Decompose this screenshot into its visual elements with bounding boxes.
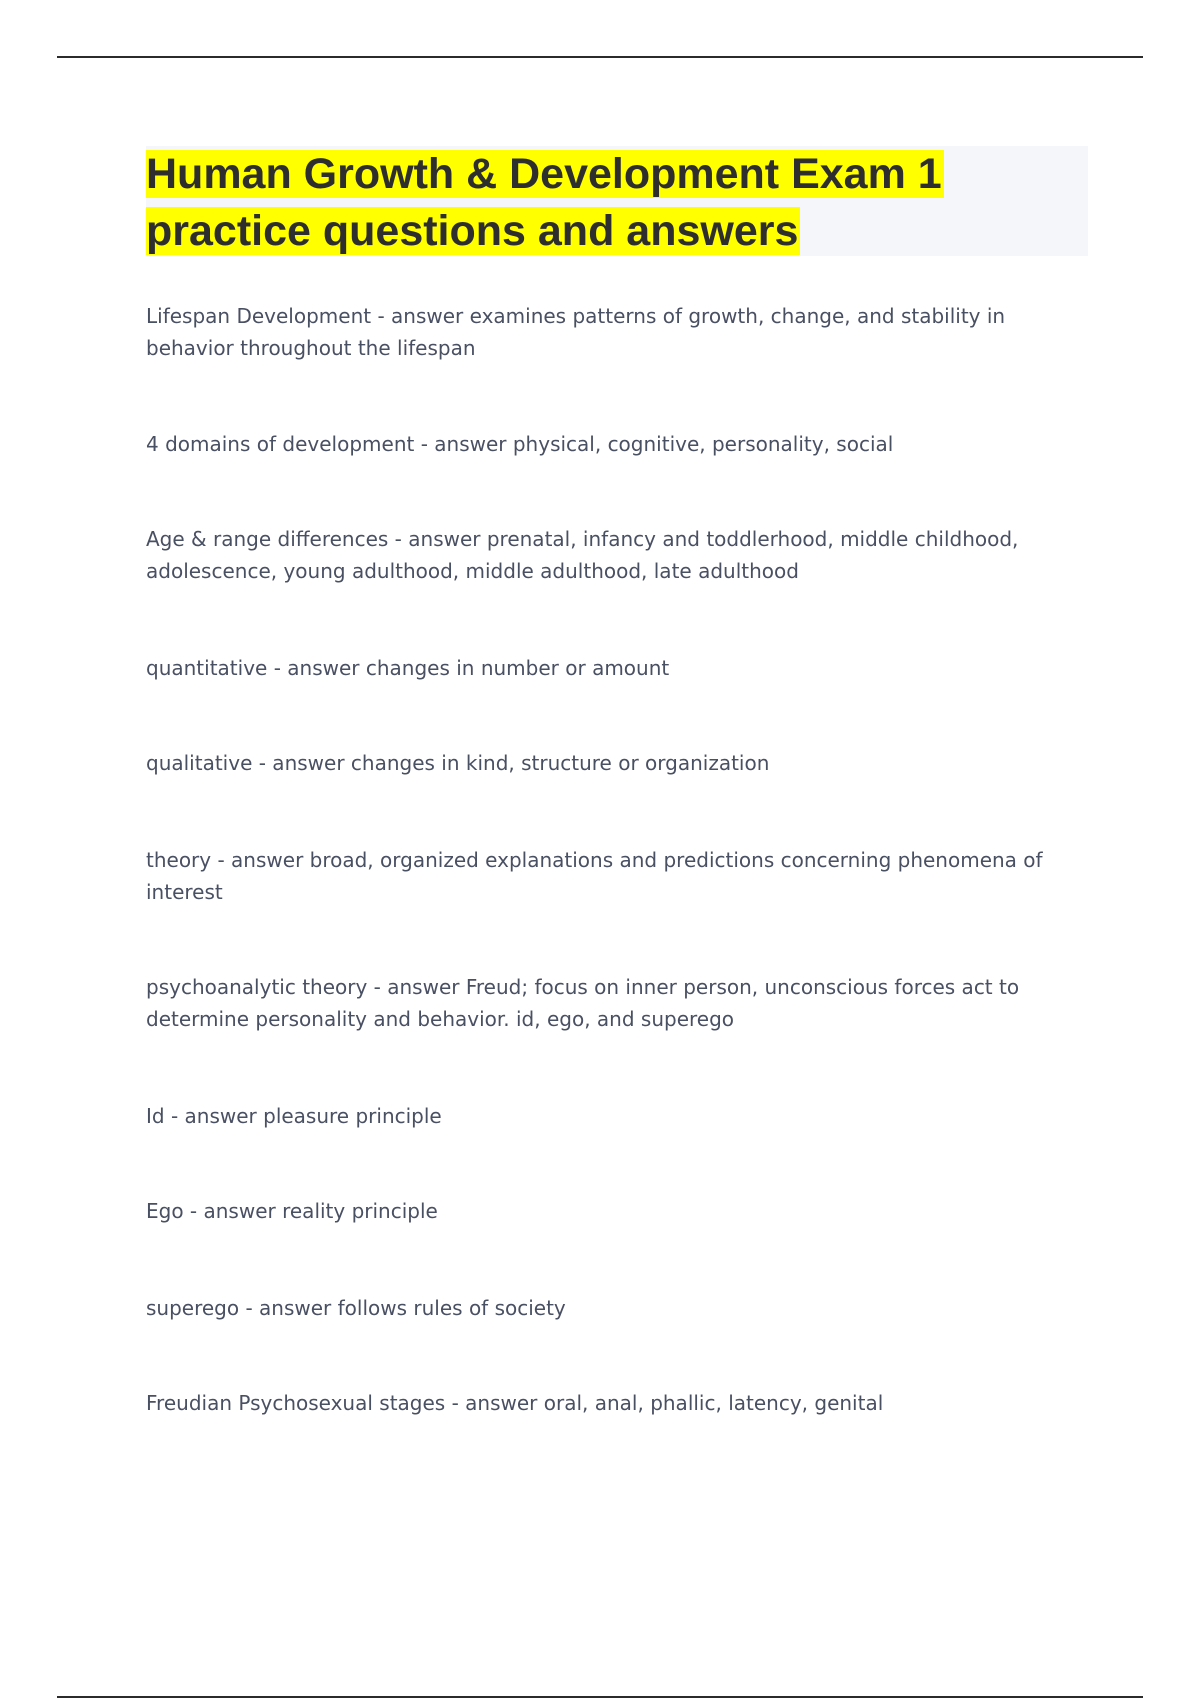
top-rule — [57, 56, 1143, 58]
qa-item: Ego - answer reality principle — [146, 1199, 438, 1223]
qa-item: Age & range differences - answer prenatal, infancy and toddlerhood, middle childhood, adolescence, young adulthood, middle adulthood, late adulthood — [146, 527, 1019, 583]
qa-item: Lifespan Development - answer examines patterns of growth, change, and stability in behavior throughout the lifespan — [146, 304, 1006, 360]
qa-item: psychoanalytic theory - answer Freud; focus on inner person, unconscious forces act to determine personality and behavior. id, ego, and superego — [146, 975, 1020, 1031]
qa-item: quantitative - answer changes in number or amount — [146, 656, 670, 680]
page-title — [146, 146, 1088, 260]
title-block — [146, 146, 1088, 256]
qa-item: Freudian Psychosexual stages - answer oral, anal, phallic, latency, genital — [146, 1391, 884, 1415]
qa-item: qualitative - answer changes in kind, structure or organization — [146, 751, 770, 775]
qa-item: theory - answer broad, organized explanations and predictions concerning phenomena of interest — [146, 848, 1043, 904]
qa-item: superego - answer follows rules of society — [146, 1296, 566, 1320]
qa-item: Id - answer pleasure principle — [146, 1104, 442, 1128]
bottom-rule — [57, 1696, 1143, 1698]
qa-item: 4 domains of development - answer physical, cognitive, personality, social — [146, 432, 894, 456]
page-title-highlight: Human Growth & Development Exam 1 practice questions and answers — [146, 150, 942, 255]
